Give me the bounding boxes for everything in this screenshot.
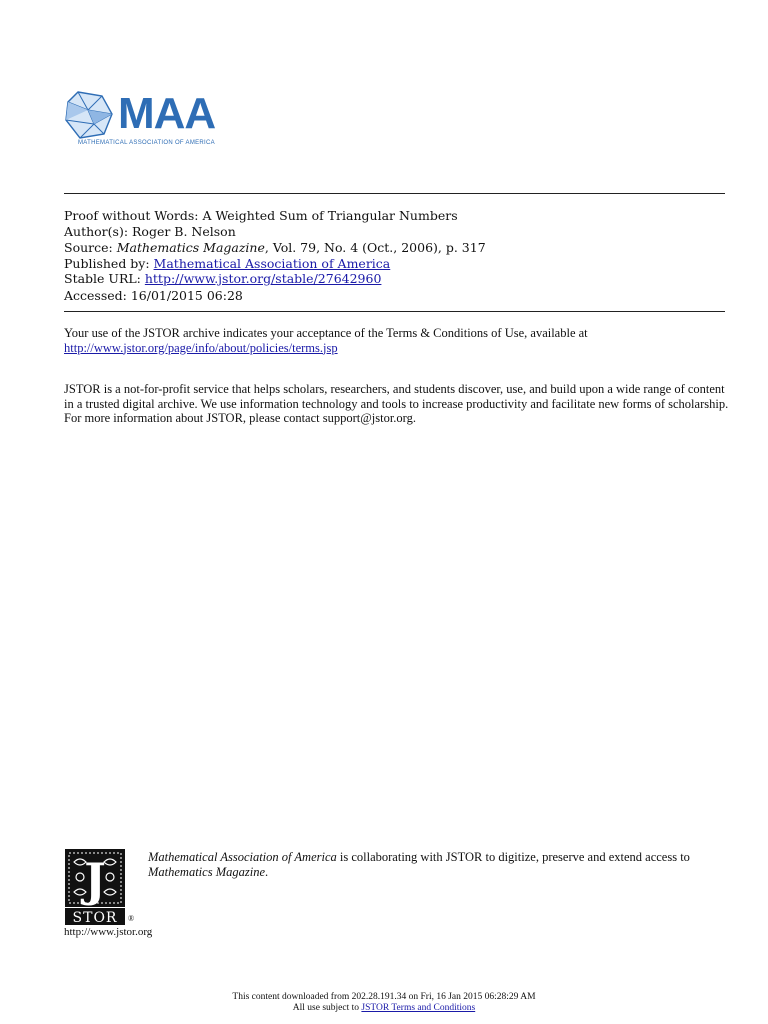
collab-journal: Mathematics Magazine	[148, 864, 265, 879]
author-name: Roger B. Nelson	[132, 224, 236, 239]
collab-publisher: Mathematical Association of America	[148, 850, 337, 864]
terms-link[interactable]: http://www.jstor.org/page/info/about/policies/terms.jsp	[64, 340, 338, 355]
article-title: Proof without Words: A Weighted Sum of Triangular Numbers	[64, 208, 458, 223]
download-notice: This content downloaded from 202.28.191.34 on Fri, 16 Jan 2015 06:28:29 AM	[232, 992, 536, 1002]
stable-url-label: Stable URL:	[64, 271, 145, 286]
publisher-label: Published by:	[64, 256, 154, 271]
jstor-logo-letter: J	[84, 853, 106, 907]
terms-conditions-link[interactable]: JSTOR Terms and Conditions	[361, 1003, 476, 1013]
terms-paragraph	[64, 326, 734, 355]
registered-mark: ®	[128, 914, 135, 923]
maa-logo	[64, 90, 224, 152]
jstor-logo	[64, 848, 135, 926]
author-line	[64, 224, 236, 240]
use-notice	[0, 1003, 768, 1014]
stable-url-link[interactable]: http://www.jstor.org/stable/27642960	[144, 271, 382, 286]
top-divider	[64, 193, 725, 194]
source-journal: Mathematics Magazine	[116, 240, 265, 255]
source-details: , Vol. 79, No. 4 (Oct., 2006), p. 317	[264, 240, 486, 255]
stable-url-line	[64, 271, 381, 287]
jstor-url: http://www.jstor.org	[64, 926, 153, 938]
about-jstor-paragraph: JSTOR is a not-for-profit service that helps scholars, researchers, and students discover, use, and build upon a wide range of content in a trusted digital archive. We use information technology and tools to increase productivity and facilitate new forms of scholarship. For more information about JSTOR, please contact support@jstor.org.	[64, 382, 729, 425]
maa-polyhedron-icon	[64, 90, 114, 140]
maa-wordmark: MAA	[118, 89, 216, 138]
collab-end: .	[265, 864, 269, 879]
use-prefix: All use subject to	[292, 1003, 362, 1013]
accessed-line: Accessed: 16/01/2015 06:28	[64, 288, 243, 303]
source-line	[64, 240, 486, 256]
collaboration-statement	[148, 850, 728, 879]
terms-text: Your use of the JSTOR archive indicates your acceptance of the Terms & Conditions of Use, available at	[64, 326, 588, 340]
maa-subtitle: MATHEMATICAL ASSOCIATION OF AMERICA	[78, 140, 215, 146]
bottom-divider	[64, 311, 725, 312]
collab-middle: is collaborating with JSTOR to digitize, preserve and extend access to	[336, 850, 690, 864]
publisher-line	[64, 256, 390, 272]
publisher-link[interactable]: Mathematical Association of America	[153, 256, 391, 271]
footer	[0, 992, 768, 1014]
source-label: Source:	[64, 240, 117, 255]
author-label: Author(s):	[64, 224, 133, 239]
jstor-logo-text: STOR	[72, 910, 118, 926]
